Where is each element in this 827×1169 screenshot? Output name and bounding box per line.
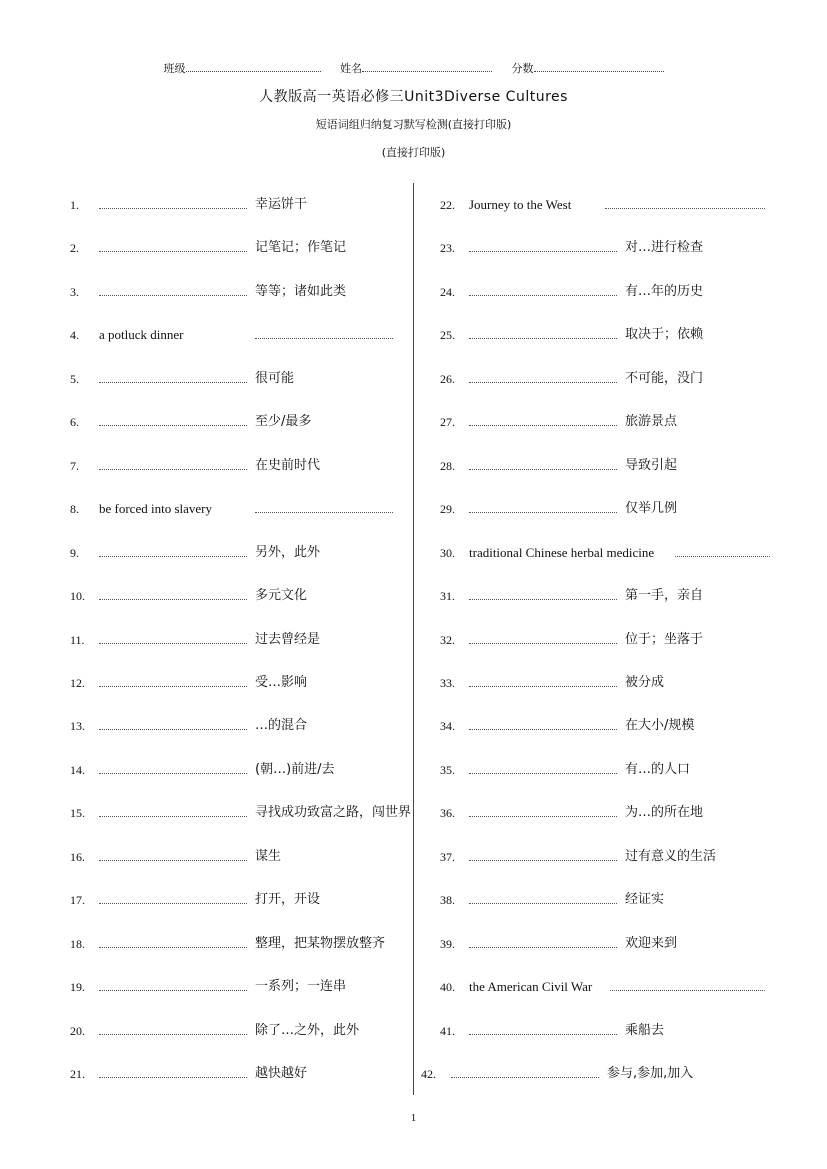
exercise-item	[440, 759, 810, 781]
exercise-item	[70, 368, 440, 390]
exercise-item	[70, 802, 440, 824]
chinese-meaning: 整理，把某物摆放整齐	[255, 936, 386, 951]
chinese-meaning: 第一手，亲自	[625, 588, 704, 603]
class-label: 班级	[163, 62, 186, 75]
exercise-item	[440, 1020, 810, 1042]
answer-blank[interactable]	[469, 672, 617, 687]
item-number: 23.	[440, 241, 455, 255]
english-phrase: be forced into slavery	[99, 501, 212, 516]
answer-blank[interactable]	[99, 976, 247, 991]
item-number: 27.	[440, 415, 455, 429]
answer-blank[interactable]	[99, 629, 247, 644]
answer-blank[interactable]	[469, 455, 617, 470]
exercise-item	[70, 324, 440, 346]
chinese-meaning: 多元文化	[255, 588, 308, 603]
chinese-meaning: 除了…之外，此外	[255, 1023, 360, 1038]
english-phrase: a potluck dinner	[99, 327, 184, 342]
chinese-meaning: 很可能	[255, 371, 295, 386]
chinese-meaning: 在大小/规模	[625, 718, 695, 733]
answer-blank[interactable]	[469, 629, 617, 644]
chinese-meaning: 等等；诸如此类	[255, 284, 347, 299]
exercise-item	[440, 715, 810, 737]
item-number: 24.	[440, 285, 455, 299]
item-number: 6.	[70, 415, 79, 429]
answer-blank[interactable]	[469, 802, 617, 817]
chinese-meaning: 越快越好	[255, 1066, 308, 1081]
item-number: 36.	[440, 806, 455, 820]
student-info-line	[0, 60, 827, 76]
item-number: 38.	[440, 893, 455, 907]
answer-blank[interactable]	[469, 498, 617, 513]
exercise-item	[70, 759, 440, 781]
item-number: 34.	[440, 719, 455, 733]
item-number: 22.	[440, 198, 455, 212]
item-number: 11.	[70, 633, 85, 647]
answer-blank[interactable]	[469, 846, 617, 861]
page-subtitle: 短语词组归纳复习默写检测(直接打印版)	[315, 118, 512, 131]
exercise-item	[70, 411, 440, 433]
chinese-meaning: 一系列；一连串	[255, 979, 347, 994]
page-title: 人教版高一英语必修三Unit3Diverse Cultures	[259, 89, 568, 105]
item-number: 33.	[440, 676, 455, 690]
exercise-item	[70, 498, 440, 520]
chinese-meaning: 幸运饼干	[255, 197, 308, 212]
chinese-meaning: 打开，开设	[255, 892, 321, 907]
exercise-item	[440, 281, 810, 303]
answer-blank[interactable]	[99, 846, 247, 861]
answer-blank[interactable]	[469, 411, 617, 426]
answer-blank[interactable]	[99, 759, 247, 774]
chinese-meaning: 不可能，没门	[625, 371, 704, 386]
answer-blank[interactable]	[675, 542, 770, 557]
answer-blank[interactable]	[469, 585, 617, 600]
chinese-meaning: 过去曾经是	[255, 632, 321, 647]
english-phrase: traditional Chinese herbal medicine	[469, 545, 655, 560]
chinese-meaning: 旅游景点	[625, 414, 678, 429]
answer-blank[interactable]	[255, 498, 393, 513]
exercise-item	[70, 715, 440, 737]
exercise-item	[440, 411, 810, 433]
exercise-item	[70, 237, 440, 259]
exercise-item	[440, 802, 810, 824]
chinese-meaning: 为…的所在地	[625, 805, 704, 820]
answer-blank[interactable]	[99, 889, 247, 904]
answer-blank[interactable]	[451, 1063, 599, 1078]
chinese-meaning: 位于；坐落于	[625, 632, 704, 647]
item-number: 30.	[440, 546, 455, 560]
answer-blank[interactable]	[99, 933, 247, 948]
score-label: 分数	[511, 62, 534, 75]
answer-blank[interactable]	[469, 1020, 617, 1035]
page-subtitle-2: (直接打印版)	[381, 146, 446, 159]
item-number: 18.	[70, 937, 85, 951]
answer-blank[interactable]	[99, 368, 247, 383]
name-blank[interactable]	[362, 61, 492, 72]
exercise-item	[70, 889, 440, 911]
item-number: 16.	[70, 850, 85, 864]
chinese-meaning: 过有意义的生活	[625, 849, 717, 864]
exercise-item	[440, 237, 810, 259]
exercise-item	[70, 933, 440, 955]
answer-blank[interactable]	[469, 759, 617, 774]
exercise-item	[70, 976, 440, 998]
item-number: 3.	[70, 285, 79, 299]
item-number: 2.	[70, 241, 79, 255]
chinese-meaning: 寻找成功致富之路，闯世界	[255, 805, 412, 820]
name-label: 姓名	[340, 62, 362, 75]
chinese-meaning: 乘船去	[625, 1023, 665, 1038]
answer-blank[interactable]	[469, 933, 617, 948]
exercise-item	[440, 629, 810, 651]
exercise-item	[440, 324, 810, 346]
exercise-item	[70, 1063, 440, 1085]
item-number: 39.	[440, 937, 455, 951]
chinese-meaning: 谋生	[255, 849, 282, 864]
answer-blank[interactable]	[469, 281, 617, 296]
item-number: 35.	[440, 763, 455, 777]
exercise-item	[70, 585, 440, 607]
exercise-item	[70, 1020, 440, 1042]
item-number: 41.	[440, 1024, 455, 1038]
item-number: 13.	[70, 719, 85, 733]
exercise-item	[421, 1063, 791, 1085]
answer-blank[interactable]	[99, 455, 247, 470]
exercise-item	[70, 455, 440, 477]
exercise-item	[440, 498, 810, 520]
item-number: 9.	[70, 546, 79, 560]
exercise-item	[440, 672, 810, 694]
chinese-meaning: 另外，此外	[255, 545, 321, 560]
chinese-meaning: 取决于；依赖	[625, 327, 704, 342]
item-number: 17.	[70, 893, 85, 907]
chinese-meaning: (朝…)前进/去	[255, 762, 335, 777]
exercise-item	[440, 889, 810, 911]
chinese-meaning: 至少/最多	[255, 414, 312, 429]
answer-blank[interactable]	[99, 1020, 247, 1035]
answer-blank[interactable]	[255, 324, 393, 339]
chinese-meaning: 导致引起	[625, 458, 678, 473]
chinese-meaning: 仅举几例	[625, 501, 678, 516]
item-number: 37.	[440, 850, 455, 864]
exercise-item	[70, 194, 440, 216]
exercise-item	[440, 194, 810, 216]
class-blank[interactable]	[186, 61, 321, 72]
item-number: 40.	[440, 980, 455, 994]
item-number: 29.	[440, 502, 455, 516]
item-number: 42.	[421, 1067, 436, 1081]
exercise-item	[440, 585, 810, 607]
answer-blank[interactable]	[469, 324, 617, 339]
item-number: 32.	[440, 633, 455, 647]
exercise-item	[440, 976, 810, 998]
item-number: 26.	[440, 372, 455, 386]
chinese-meaning: …的混合	[255, 718, 308, 733]
exercise-item	[440, 933, 810, 955]
item-number: 21.	[70, 1067, 85, 1081]
chinese-meaning: 有…年的历史	[625, 284, 704, 299]
score-blank[interactable]	[534, 61, 664, 72]
answer-blank[interactable]	[99, 585, 247, 600]
item-number: 1.	[70, 198, 79, 212]
chinese-meaning: 被分成	[625, 675, 665, 690]
english-phrase: Journey to the West	[469, 197, 572, 212]
item-number: 19.	[70, 980, 85, 994]
chinese-meaning: 有…的人口	[625, 762, 691, 777]
answer-blank[interactable]	[99, 802, 247, 817]
chinese-meaning: 对…进行检查	[625, 240, 704, 255]
answer-blank[interactable]	[99, 672, 247, 687]
item-number: 7.	[70, 459, 79, 473]
exercise-item	[70, 672, 440, 694]
exercise-item	[70, 281, 440, 303]
chinese-meaning: 受…影响	[255, 675, 308, 690]
item-number: 14.	[70, 763, 85, 777]
english-phrase: the American Civil War	[469, 979, 593, 994]
item-number: 31.	[440, 589, 455, 603]
item-number: 5.	[70, 372, 79, 386]
item-number: 12.	[70, 676, 85, 690]
class-field[interactable]	[164, 60, 321, 76]
item-number: 4.	[70, 328, 79, 342]
exercise-item	[70, 542, 440, 564]
name-field[interactable]	[340, 60, 492, 76]
exercise-item	[440, 846, 810, 868]
answer-blank[interactable]	[469, 368, 617, 383]
page-number: 1	[410, 1112, 417, 1124]
answer-blank[interactable]	[99, 542, 247, 557]
answer-blank[interactable]	[99, 411, 247, 426]
answer-blank[interactable]	[99, 281, 247, 296]
answer-blank[interactable]	[469, 889, 617, 904]
item-number: 8.	[70, 502, 79, 516]
answer-blank[interactable]	[99, 715, 247, 730]
answer-blank[interactable]	[99, 194, 247, 209]
answer-blank[interactable]	[610, 976, 765, 991]
chinese-meaning: 欢迎来到	[625, 936, 678, 951]
exercise-item	[440, 455, 810, 477]
exercise-item	[70, 846, 440, 868]
exercise-item	[440, 368, 810, 390]
item-number: 20.	[70, 1024, 85, 1038]
chinese-meaning: 经证实	[625, 892, 665, 907]
chinese-meaning: 在史前时代	[255, 458, 321, 473]
answer-blank[interactable]	[605, 194, 765, 209]
item-number: 28.	[440, 459, 455, 473]
exercise-item	[440, 542, 810, 564]
item-number: 25.	[440, 328, 455, 342]
chinese-meaning: 参与,参加,加入	[607, 1066, 694, 1081]
chinese-meaning: 记笔记；作笔记	[255, 240, 347, 255]
answer-blank[interactable]	[99, 1063, 247, 1078]
answer-blank[interactable]	[469, 237, 617, 252]
answer-blank[interactable]	[99, 237, 247, 252]
item-number: 10.	[70, 589, 85, 603]
score-field[interactable]	[512, 60, 664, 76]
answer-blank[interactable]	[469, 715, 617, 730]
exercise-item	[70, 629, 440, 651]
item-number: 15.	[70, 806, 85, 820]
